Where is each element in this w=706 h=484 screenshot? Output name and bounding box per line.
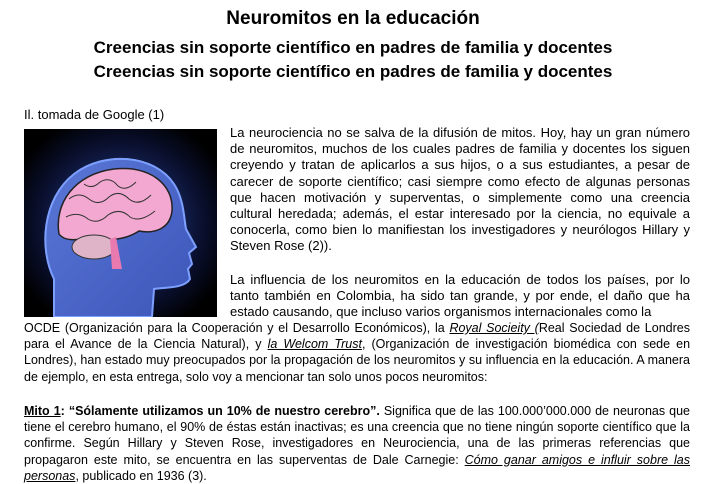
organizations-text-a: OCDE (Organización para la Cooperación y el Desarrollo Económicos), la — [24, 321, 450, 335]
mito-1-paragraph — [24, 403, 690, 484]
influence-paragraph: La influencia de los neuromitos en la educación de todos los países, por lo tanto también en Colombia, ha sido tan grande, y por ende, el daño que ha estado causando, que incluso varios organismos internacionales como la — [230, 272, 690, 320]
document-subtitle: Creencias sin soporte científico en padres de familia y docentes — [93, 38, 613, 57]
mito-1-text: Significa que de las 100.000’000.000 de neuronas que tiene el cerebro humano, el 90% de éstas están inactivas; es una creencia que no tiene ningún soporte científico que la confirme. Según Hillary y Steven Rose, investigadores en Neurociencia, una de las primeras referencias que propagaron este mito, se encuentra en las superventas de Dale Carnegie: — [24, 404, 690, 467]
organizations-text-c: , (Organización de investigación biomédica con sede en Londres), han estado muy preocupados por la propagación de los neuromitos y su influencia en la educación. A manera de ejemplo, en esta entrega, solo voy a mencionar tan solo unos pocos neuromitos: — [24, 337, 691, 384]
book-title-link[interactable]: Cómo ganar amigos e influir sobre las personas — [24, 452, 690, 483]
image-caption: Il. tomada de Google (1) — [24, 107, 165, 122]
mito-1-label: Mito 1 — [24, 404, 61, 418]
document-subtitle-repeat: Creencias sin soporte científico en padres de familia y docentes — [93, 62, 613, 81]
mito-1-quote: : “Sólamente utilizamos un 10% de nuestro cerebro”. — [60, 404, 380, 418]
mito-1-end: , publicado en 1936 (3). — [75, 468, 207, 483]
brain-head-image — [24, 129, 217, 317]
organizations-paragraph — [24, 320, 690, 385]
royal-society-link[interactable]: Royal Socieity ( — [449, 321, 539, 335]
organizations-text-b: Real Sociedad de Londres para el Avance de la Ciencia Natural), y — [24, 321, 690, 352]
intro-paragraph: La neurociencia no se salva de la difusión de mitos. Hoy, hay un gran número de neuromitos, muchos de los cuales padres de familia y docentes los siguen creyendo y tratan de aplicarlos a sus hijos, o a sus estudiantes, a pesar de carecer de soporte científico; casi siempre como efecto de algunas personas que hacen motivación y superventas, o simplemente como una creencia cultural heredada; además, el estar interesado por la ciencia, no equivale a conocerla, como bien lo manifiestan los investigadores y neurólogos Hillary y Steven Rose (2)). — [230, 125, 690, 254]
welcom-trust-link[interactable]: la Welcom Trust — [267, 337, 362, 352]
document-title: Neuromitos en la educación — [226, 8, 480, 29]
